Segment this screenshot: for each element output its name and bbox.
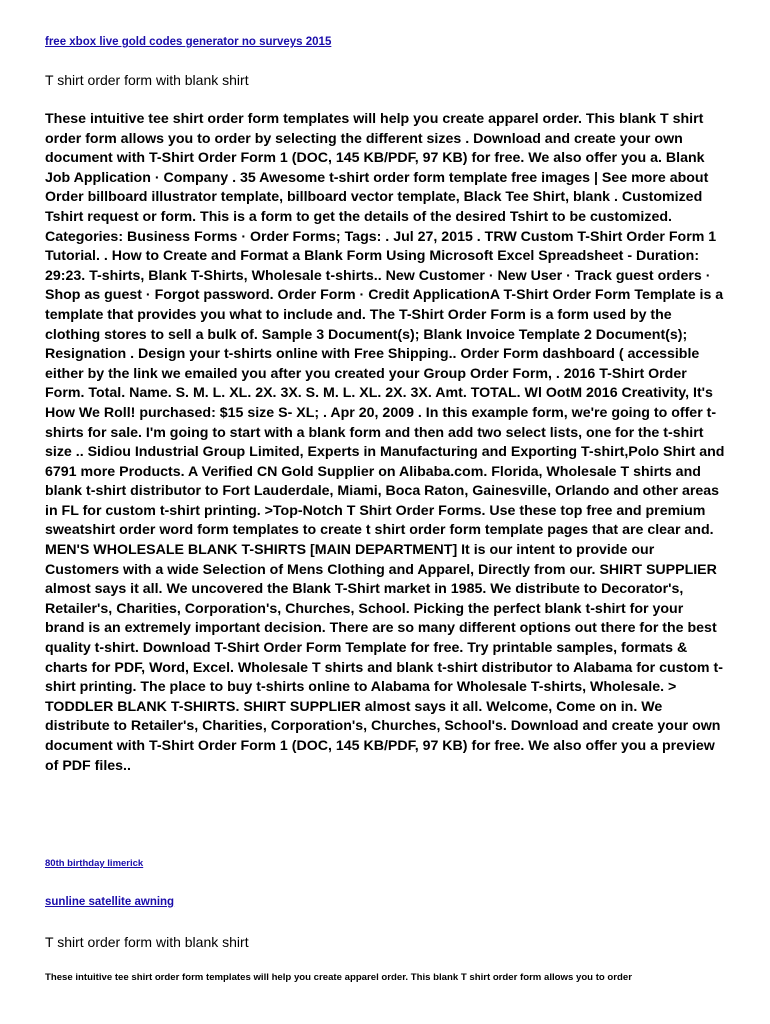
section-body: These intuitive tee shirt order form templates will help you create apparel order. This blank T shirt order form allows you to order by selecting the different sizes . Download and create your own document with T-Shirt Order Form 1 (DOC, 145 KB/PDF, 97 KB) for free. We also offer you a. Blank Job Application · Company . 35 Awesome t-shirt order form template free images | See more about Order billboard illustrator template, billboard vector template, Black Tee Shirt, blank . Customized Tshirt request or form. This is a form to get the details of the desired Tshirt to be customized. Categories: Business Forms · Order Forms; Tags: . Jul 27, 2015 . TRW Custom T-Shirt Order Form 1 Tutorial. . How to Create and Format a Blank Form Using Microsoft Excel Spreadsheet - Duration: 29:23. T-shirts, Blank T-Shirts, Wholesale t-shirts.. New Customer · New User · Track guest orders · Shop as guest · Forgot password. Order Form · Credit ApplicationA T-Shirt Order Form Template is a template that provides you what to include and. The T-Shirt Order Form is a form used by the clothing stores to sell a bulk of. Sample 3 Document(s); Blank Invoice Template 2 Document(s); Resignation . Design your t-shirts online with Free Shipping.. Order Form dashboard ( accessible either by the link we emailed you after you created your Group Order Form, . 2016 T-Shirt Order Form. Total. Name. S. M. L. XL. 2X. 3X. S. M. L. XL. 2X. 3X. Amt. TOTAL. Wl OotM 2016 Creativity, It's How We Roll! purchased: $15 size S- XL; . Apr 20, 2009 . In this example form, we're going to offer t-shirts for sale. I'm going to start with a blank form and then add two select lists, one for the t-shirt size .. Sidiou Industrial Group Limited, Experts in Manufacturing and Exporting T-shirt,Polo Shirt and 6791 more Products. A Verified CN Gold Supplier on Alibaba.com. Florida, Wholesale T shirts and blank t-shirt distributor to Fort Lauderdale, Miami, Boca Raton, Gainesville, Orlando and other areas in FL for custom t-shirt printing. >Top-Notch T Shirt Order Forms. Use these top free and premium sweatshirt order word form templates to create t shirt order form template pages that are clear and. MEN'S WHOLESALE BLANK T-SHIRTS [MAIN DEPARTMENT] It is our intent to provide our Customers with a wide Selection of Mens Clothing and Apparel, Directly from our. SHIRT SUPPLIER almost says it all. We uncovered the Blank T-Shirt market in 1985. We distribute to Decorator's, Retailer's, Charities, Corporation's, Churches, School. Picking the perfect blank t-shirt for your brand is an extremely important decision. There are so many different options out there for the best quality t-shirt. Download T-Shirt Order Form Template for free. Try printable samples, formats & charts for PDF, Word, Excel. Wholesale T shirts and blank t-shirt distributor to Alabama for custom t-shirt printing. The place to buy t-shirts online to Alabama for Wholesale T-shirts, Wholesale. > TODDLER BLANK T-SHIRTS. SHIRT SUPPLIER almost says it all. Welcome, Come on in. We distribute to Retailer's, Charities, Corporation's, Churches, School's. Download and create your own document with T-Shirt Order Form 1 (DOC, 145 KB/PDF, 97 KB) for free. We also offer you a preview of PDF files.. bbox=[45, 111, 725, 774]
birthday-limerick-link[interactable]: 80th birthday limerick bbox=[45, 858, 144, 869]
section-body-2: These intuitive tee shirt order form templates will help you create apparel order. This blank T shirt order form allows you to order bbox=[45, 972, 632, 983]
section-title-2: T shirt order form with blank shirt bbox=[45, 934, 249, 950]
section-title: T shirt order form with blank shirt bbox=[45, 72, 249, 88]
satellite-awning-link[interactable]: sunline satellite awning bbox=[45, 896, 175, 908]
top-link[interactable]: free xbox live gold codes generator no surveys 2015 bbox=[45, 36, 332, 48]
